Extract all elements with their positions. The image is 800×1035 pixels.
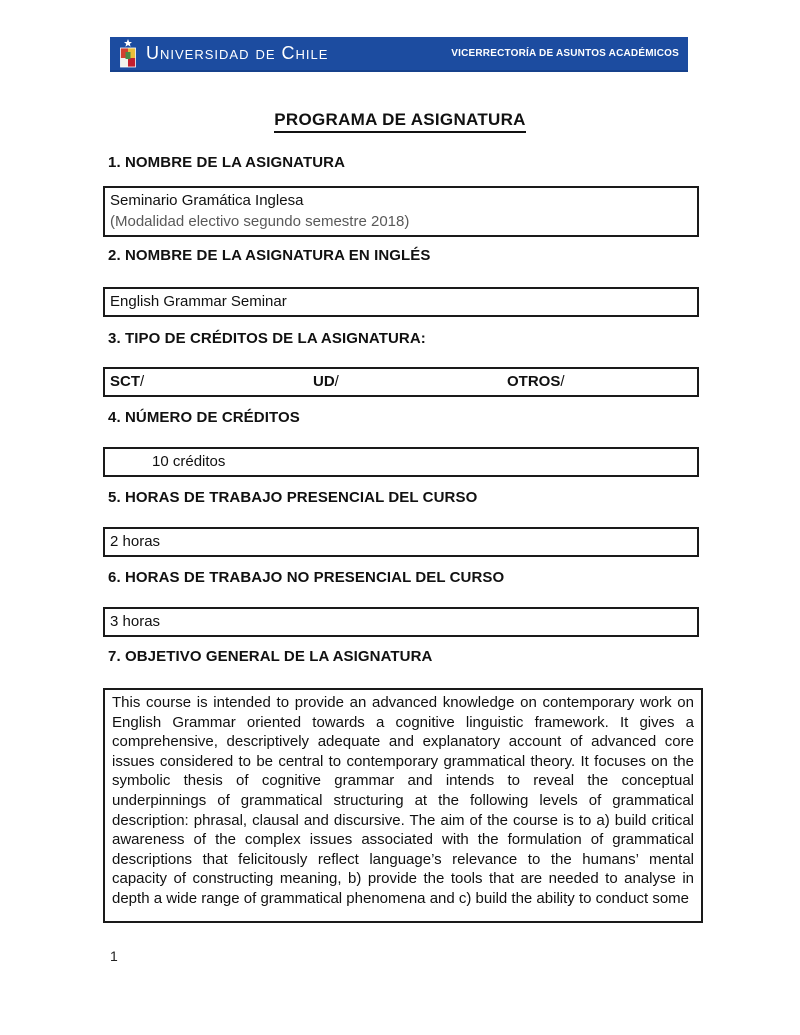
university-name: Universidad de Chile — [146, 43, 329, 63]
credit-cell-otros: OTROS/ — [507, 373, 565, 390]
section-6-heading: 6. HORAS DE TRABAJO NO PRESENCIAL DEL CURSO — [108, 569, 505, 586]
university-logo-icon — [117, 38, 139, 70]
section-7-heading: 7. OBJETIVO GENERAL DE LA ASIGNATURA — [108, 648, 433, 665]
credit-type-field — [103, 367, 699, 397]
non-in-person-hours-field — [103, 607, 699, 637]
section-3-heading: 3. TIPO DE CRÉDITOS DE LA ASIGNATURA: — [108, 330, 426, 347]
course-name-line1: Seminario Gramática Inglesa — [110, 192, 304, 209]
page-number: 1 — [110, 948, 118, 964]
credit-cell-sct: SCT/ — [110, 373, 145, 390]
title-row — [0, 110, 800, 133]
banner-department-label: VICERRECTORÍA DE ASUNTOS ACADÉMICOS — [451, 48, 679, 59]
course-name-english-field — [103, 287, 699, 317]
section-1-heading: 1. NOMBRE DE LA ASIGNATURA — [108, 154, 346, 171]
section-4-heading: 4. NÚMERO DE CRÉDITOS — [108, 409, 300, 426]
non-in-person-hours-value: 3 horas — [110, 613, 161, 630]
section-2-heading: 2. NOMBRE DE LA ASIGNATURA EN INGLÉS — [108, 247, 431, 264]
credit-number-field — [103, 447, 699, 477]
in-person-hours-value: 2 horas — [110, 533, 161, 550]
page-title: PROGRAMA DE ASIGNATURA — [274, 110, 526, 133]
credit-number-value: 10 créditos — [152, 453, 226, 470]
general-objective-field — [103, 688, 703, 923]
credit-type-row — [110, 371, 692, 391]
course-name-line2: (Modalidad electivo segundo semestre 2018) — [110, 213, 410, 230]
course-name-english-value: English Grammar Seminar — [110, 293, 287, 310]
general-objective-paragraph: This course is intended to provide an advanced knowledge on contemporary work on English Grammar oriented towards a cognitive linguistic framework. It gives a comprehensive, descriptively adequate and explanatory account of advanced core issues considered to be central to contemporary grammatical theory. It focuses on the symbolic thesis of cognitive grammar and intends to reveal the conceptual underpinnings of grammatical structuring at the following levels of grammatical description: phrasal, clausal and discursive. The aim of the course is to a) build critical awareness of the complex issues associated with the formulation of grammatical descriptions that felicitously reflect language’s relevance to the humans’ mental capacity of constructing meaning, b) provide the tools that are needed to analyse in depth a wide range of grammatical phenomena and c) build the ability to conduct some — [112, 694, 694, 907]
course-name-field — [103, 186, 699, 237]
university-banner — [110, 37, 688, 72]
in-person-hours-field — [103, 527, 699, 557]
credit-cell-ud: UD/ — [313, 373, 339, 390]
section-5-heading: 5. HORAS DE TRABAJO PRESENCIAL DEL CURSO — [108, 489, 478, 506]
